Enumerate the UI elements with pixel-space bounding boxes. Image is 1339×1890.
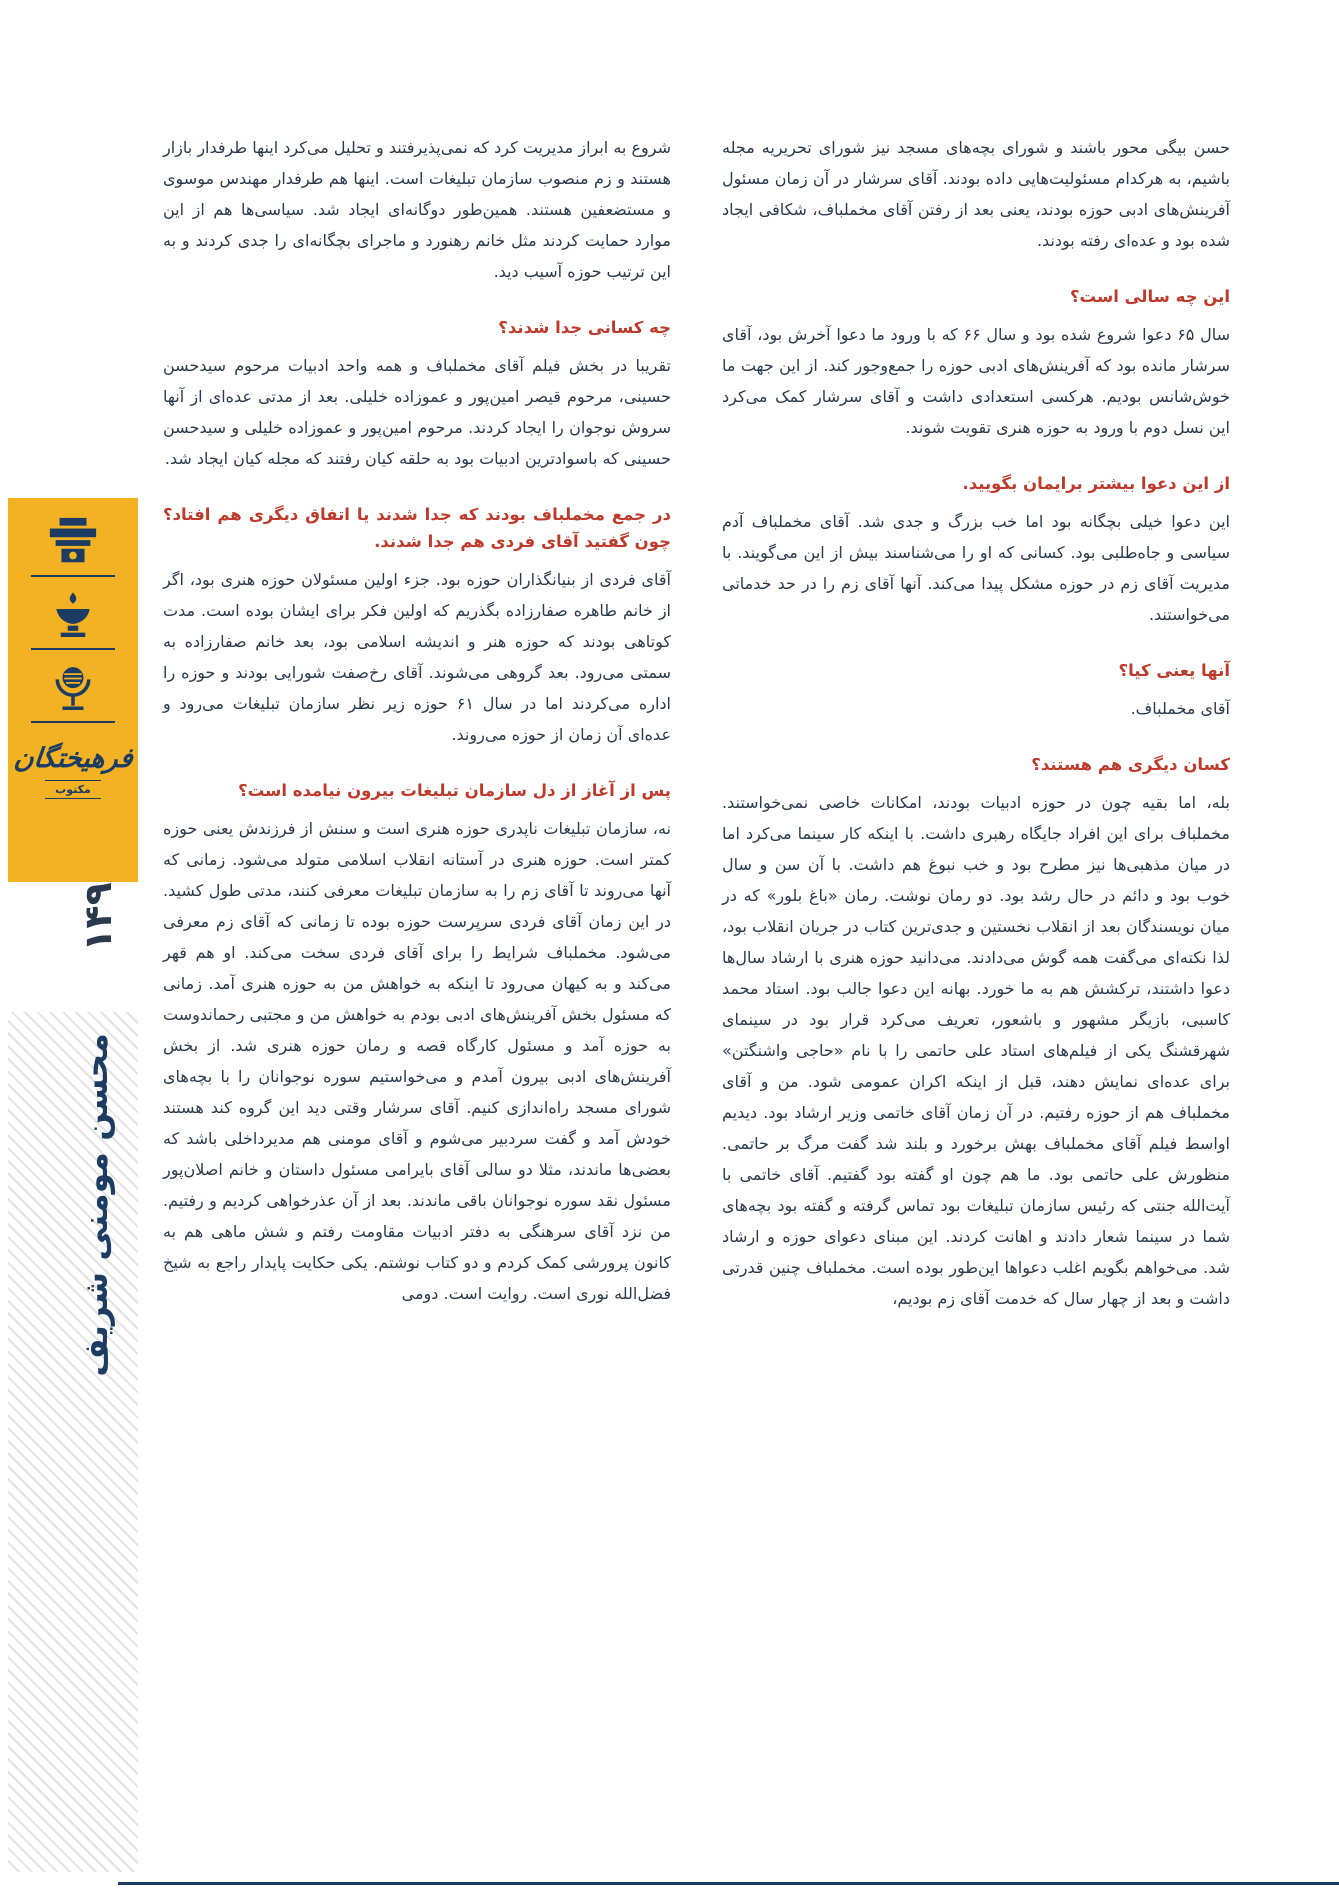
question-heading: کسان دیگری هم هستند؟ bbox=[1031, 755, 1230, 774]
shelf-line bbox=[31, 575, 115, 577]
shelf-line bbox=[31, 648, 115, 650]
page-number: ۱۴۹ bbox=[76, 882, 120, 952]
brand-logo: فرهیختگان bbox=[12, 743, 135, 774]
interviewee-name: محسن مومنی شریف bbox=[75, 1033, 115, 1377]
column-right bbox=[722, 132, 1230, 1314]
answer-paragraph: تقریبا در بخش فیلم آقای مخملباف و همه واحد ادبیات مرحوم سیدحسن حسینی، مرحوم قیصر امین‌پور و عموزاده خلیلی. بعد از مدتی عده‌ای از آنها سروش نوجوان را ایجاد کردند. مرحوم امین‌پور و عموزاده خلیلی و سیدحسن حسینی که باسوادترین ادبیات بود به حلقه کیان رفتند که مجله کیان ایجاد شد. bbox=[163, 356, 671, 468]
answer-paragraph: حسن بیگی محور باشند و شورای بچه‌های مسجد نیز شورای تحریریه مجله باشیم، به هرکدام مسئولیت‌هایی داده بودند. آقای سرشار در آن زمان مسئول آفرینش‌های ادبی حوزه بودند، یعنی بعد از رفتن آقای مخملباف، شکافی ایجاد شده بود و عده‌ای رفته بودند. bbox=[722, 138, 1230, 250]
brand-subtitle: مکتوب bbox=[45, 780, 101, 799]
answer-paragraph: آقای فردی از بنیانگذاران حوزه بود. جزء اولین مسئولان حوزه هنری بود، اگر از خانم طاهره صفارزاده بگذریم که اولین فکر برای ایشان بوده است. مدت کوتاهی بودند که حوزه هنر و اندیشه اسلامی بود، بعد خانم صفارزاده به سمتی می‌رود. بعد گروهی می‌شوند. آقای رخ‌صفت شورایی بودند و حوزه را اداره می‌کردند اما در سال ۶۱ حوزه زیر نظر سازمان تبلیغات می‌رود و عده‌ای آن زمان از حوزه می‌روند. bbox=[163, 570, 672, 744]
brand-panel bbox=[8, 498, 138, 882]
answer-paragraph: آقای مخملباف. bbox=[1130, 699, 1230, 718]
column-left bbox=[163, 132, 671, 1309]
answer-paragraph: شروع به ابراز مدیریت کرد که نمی‌پذیرفتند و تحلیل می‌کرد اینها طرفدار بازار هستند و زم منصوب سازمان تبلیغات است. اینها هم طرفدار مهندس موسوی و مستضعفین هستند. همین‌طور دوگانه‌ای ایجاد شد. سیاسی‌ها هم از این موارد حمایت کردند مثل خانم رهنورد و ماجرای بچگانه‌ای را جدی کردند و به این ترتیب حوزه آسیب دید. bbox=[163, 138, 671, 281]
question-heading: چه کسانی جدا شدند؟ bbox=[498, 318, 671, 337]
answer-paragraph: این دعوا خیلی بچگانه بود اما خب بزرگ و جدی شد. آقای مخملباف آدم سیاسی و جاه‌طلبی بود. کسانی که او را می‌شناسند بیش از این می‌گویند. با مدیریت آقای زم در حوزه مشکل پیدا می‌کند. آنها آقای زم را در حد خدماتی می‌خواستند. bbox=[722, 512, 1230, 624]
answer-paragraph: نه، سازمان تبلیغات ناپدری حوزه هنری است و سنش از فرزندش یعنی حوزه کمتر است. حوزه هنری در آستانه انقلاب اسلامی متولد می‌شود. زمانی که آنها می‌روند تا آقای زم را به سازمان تبلیغات معرفی کنند، مدتی طول کشید. در این زمان آقای فردی سرپرست حوزه بوده تا زمانی که آقای زم معرفی می‌شود. مخملباف شرایط را برای آقای فردی سخت می‌کند. او هم قهر می‌کند و به کیهان می‌رود تا اینکه به خواهش من به حوزه هنری آمد. زمانی که مسئول بخش آفرینش‌های ادبی بودم به خواهش من و مجتبی رحماندوست به حوزه آمد و مسئول کارگاه قصه و رمان حوزه هنری شد. از بخش آفرینش‌های ادبی بیرون آمدم و می‌خواستیم سوره نوجوانان را با بچه‌های شورای مسجد راه‌اندازی کنیم. آقای سرشار وقتی دید این گروه کند هستند خودش آمد و گفت سردبیر می‌شوم و آقای مومنی هم مدیرداخلی باشد که بعضی‌ها ماندند، مثلا دو سالی آقای بایرامی مسئول داستان و خانم اصلان‌پور مسئول نقد سوره نوجوانان باقی ماندند. بعد از آن عذرخواهی کردیم و رفتیم. من نزد آقای سرهنگی به دفتر ادبیات مقاومت رفتم و شش ماهی هم به کانون پرورشی کمک کردم و دو کتاب نوشتم. یکی حکایت پایدار راجع به شیخ فضل‌الله نوری است. روایت است. دومی bbox=[163, 819, 671, 1303]
microphone-icon bbox=[31, 662, 115, 723]
shelf-line bbox=[31, 721, 115, 723]
question-heading: از این دعوا بیشتر برایمان بگویید. bbox=[962, 474, 1230, 493]
question-heading: آنها یعنی کیا؟ bbox=[1118, 661, 1230, 680]
answer-paragraph: بله، اما بقیه چون در حوزه ادبیات بودند، امکانات خاصی نمی‌خواستند. مخملباف برای این افراد جایگاه رهبری داشت. با اینکه کار سینما می‌کرد اما در میان مذهبی‌ها نیز مطرح بود و خب نبوغ هم داشت. با آن سن و سال خوب بود و دائم در حال رشد بود. دو رمان نوشت. رمان «باغ بلور» که در میان نویسندگان بعد از انقلاب نخستین و جدی‌ترین کتاب در جریان انقلاب بود، لذا نکته‌ای می‌گفت همه گوش می‌دادند. می‌دانید حوزه هنری با ارشاد سال‌ها دعوا داشتند، ترکشش هم به ما خورد. بهانه این دعوا جالب بود. استاد محمد کاسبی، بازیگر مشهور و باشعور، تعریف می‌کرد قرار بود در سینمای شهرقشنگ یکی از فیلم‌های استاد علی حاتمی را با نام «حاجی واشنگتن» برای عده‌ای نمایش دهند، قبل از اینکه اکران عمومی شود. من و آقای مخملباف هم از حوزه رفتیم. در آن زمان آقای خاتمی وزیر ارشاد بود. دیدیم اواسط فیلم آقای مخملباف بهش برخورد و بلند شد گفت مرگ بر حاتمی. منظورش علی حاتمی بود. ما هم چون او گفته بود گفتیم. آقای خاتمی با آیت‌الله جنتی که رئیس سازمان تبلیغات بود تماس گرفته و گفته بود بچه‌های شما در سینما شعار دادند و اهانت کردند. این مبنای دعوای حوزه و ارشاد شد. می‌خواهم بگویم اغلب دعواها این‌طور بوده است. مخملباف چنین قدرتی داشت و بعد از چهار سال که خدمت آقای زم بودیم، bbox=[722, 793, 1230, 1308]
answer-paragraph: سال ۶۵ دعوا شروع شده بود و سال ۶۶ که با ورود ما دعوا آخرش بود، آقای سرشار مانده بود که آفرینش‌های ادبی حوزه را جمع‌وجور کند. از این جهت ما خوش‌شانس بودیم. هرکسی استعدادی داشت و آقای سرشار کمک می‌کرد این نسل دوم با ورود به حوزه هنری تقویت شوند. bbox=[722, 325, 1230, 437]
lamp-icon bbox=[31, 589, 115, 650]
question-heading: در جمع مخملباف بودند که جدا شدند یا اتفاق دیگری هم افتاد؟ چون گفتید آقای فردی هم جدا شدند. bbox=[163, 505, 671, 551]
printing-press-icon bbox=[31, 516, 115, 577]
question-heading: این چه سالی است؟ bbox=[1069, 287, 1230, 306]
question-heading: پس از آغاز از دل سازمان تبلیغات بیرون نیامده است؟ bbox=[238, 781, 671, 800]
bottom-rule bbox=[118, 1882, 1339, 1885]
